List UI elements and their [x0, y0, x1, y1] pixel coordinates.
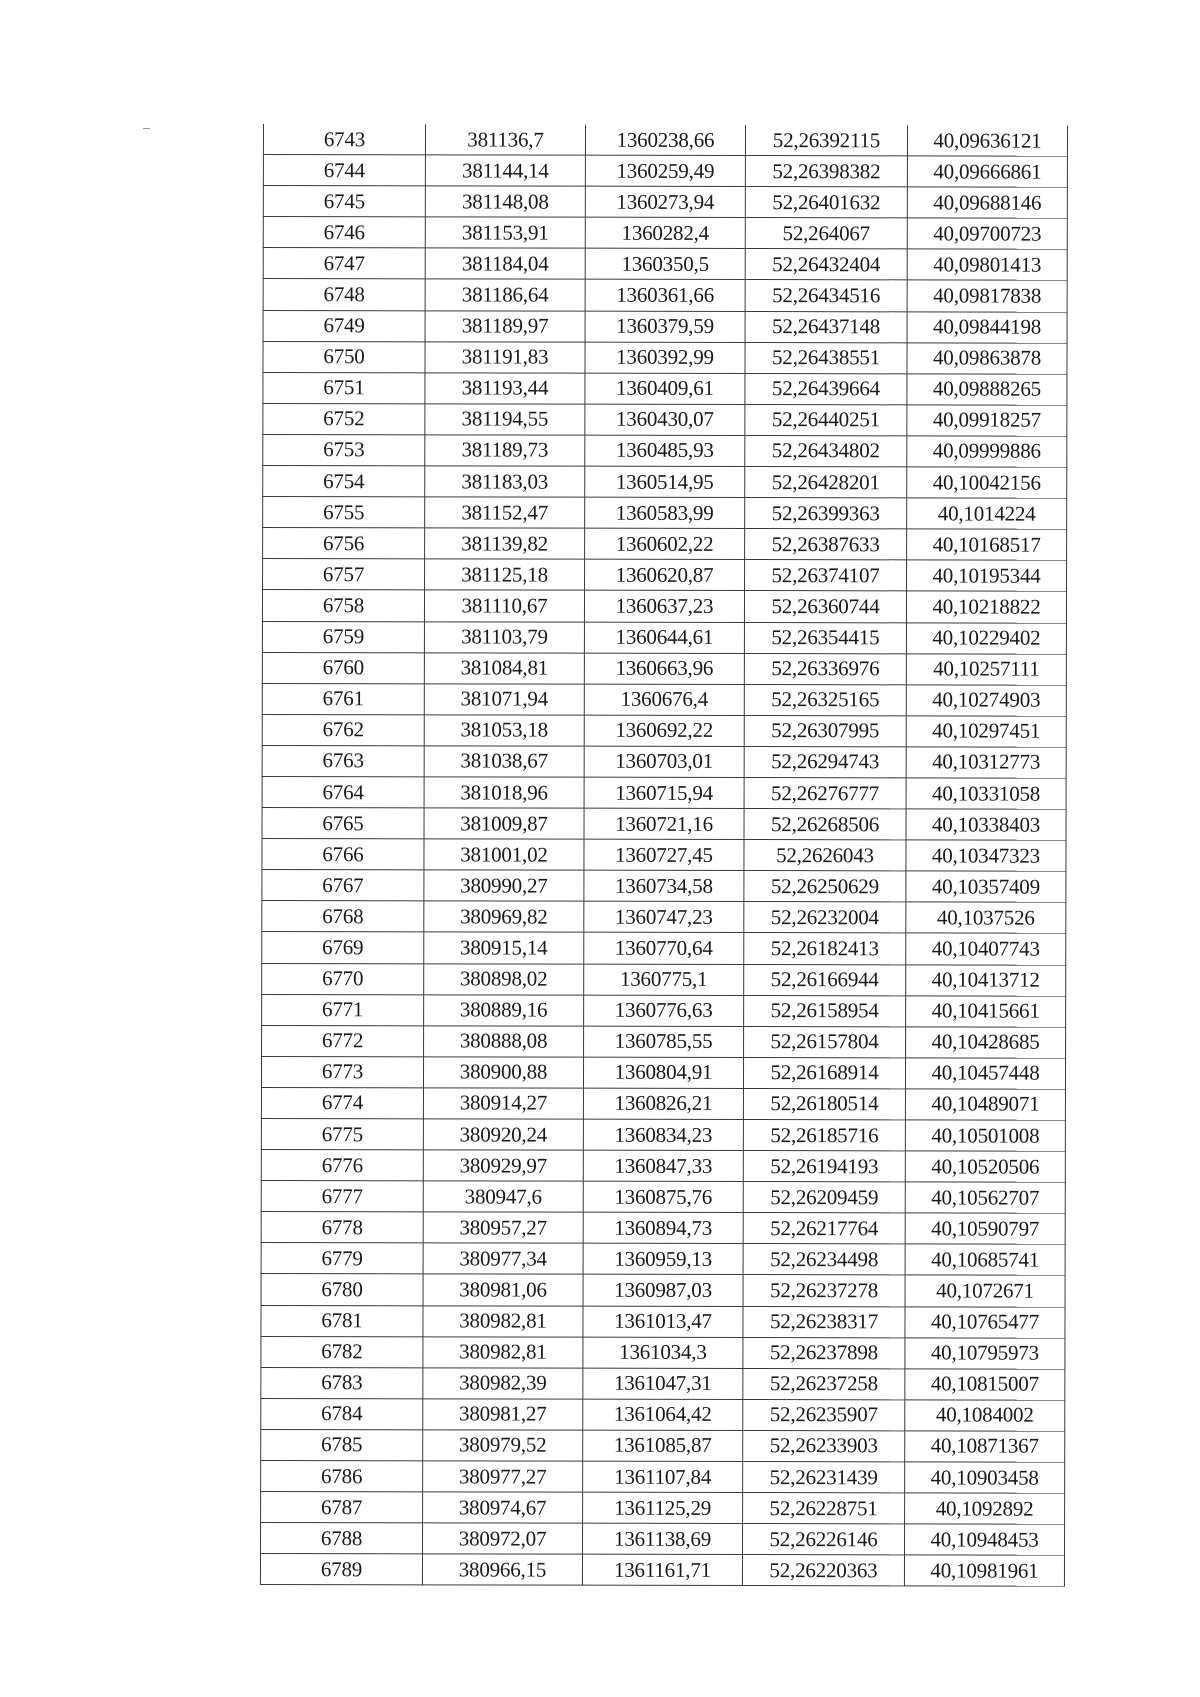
point-number-cell: 6749: [263, 310, 425, 341]
y-coordinate-cell: 1360637,23: [584, 591, 744, 622]
latitude-cell: 52,26237278: [743, 1275, 905, 1306]
table-row: [263, 528, 1067, 561]
longitude-cell: 40,09688146: [907, 187, 1067, 218]
latitude-cell: 52,26268506: [744, 809, 906, 840]
y-coordinate-cell: 1360987,03: [583, 1275, 743, 1306]
longitude-cell: 40,10903458: [905, 1462, 1065, 1493]
point-number-cell: 6765: [262, 808, 424, 839]
latitude-cell: 52,26325165: [744, 684, 906, 715]
latitude-cell: 52,26238317: [743, 1306, 905, 1337]
x-coordinate-cell: 380900,88: [423, 1057, 583, 1088]
y-coordinate-cell: 1360894,73: [583, 1212, 743, 1243]
longitude-cell: 40,10168517: [907, 529, 1067, 560]
y-coordinate-cell: 1360379,59: [585, 311, 745, 342]
longitude-cell: 40,09801413: [907, 249, 1067, 280]
x-coordinate-cell: 381018,96: [424, 777, 584, 808]
longitude-cell: 40,10562707: [905, 1182, 1065, 1213]
table-row: [263, 372, 1067, 405]
table-row: [261, 1150, 1065, 1183]
longitude-cell: 40,10520506: [905, 1151, 1065, 1182]
scan-mark: [143, 128, 150, 129]
latitude-cell: 52,26354415: [744, 622, 906, 653]
y-coordinate-cell: 1360847,33: [583, 1150, 743, 1181]
x-coordinate-cell: 381191,83: [425, 341, 585, 372]
latitude-cell: 52,26392115: [745, 125, 907, 156]
longitude-cell: 40,10795973: [905, 1338, 1065, 1369]
latitude-cell: 52,26182413: [744, 933, 906, 964]
y-coordinate-cell: 1360715,94: [584, 777, 744, 808]
longitude-cell: 40,10501008: [905, 1120, 1065, 1151]
y-coordinate-cell: 1360620,87: [585, 559, 745, 590]
point-number-cell: 6746: [263, 217, 425, 248]
latitude-cell: 52,26194193: [743, 1151, 905, 1182]
latitude-cell: 52,26387633: [745, 529, 907, 560]
longitude-cell: 40,10274903: [906, 685, 1066, 716]
latitude-cell: 52,26232004: [744, 902, 906, 933]
point-number-cell: 6769: [262, 932, 424, 963]
table-row: [261, 1087, 1065, 1120]
latitude-cell: 52,26399363: [745, 498, 907, 529]
latitude-cell: 52,26398382: [745, 156, 907, 187]
x-coordinate-cell: 381193,44: [425, 373, 585, 404]
x-coordinate-cell: 380957,27: [423, 1212, 583, 1243]
y-coordinate-cell: 1360734,58: [584, 870, 744, 901]
table-row: [261, 1056, 1065, 1089]
longitude-cell: 40,10765477: [905, 1306, 1065, 1337]
x-coordinate-cell: 380982,81: [423, 1336, 583, 1367]
y-coordinate-cell: 1361125,29: [583, 1492, 743, 1523]
latitude-cell: 52,26360744: [744, 591, 906, 622]
longitude-cell: 40,10685741: [905, 1244, 1065, 1275]
x-coordinate-cell: 380981,27: [423, 1399, 583, 1430]
latitude-cell: 52,264067: [745, 218, 907, 249]
latitude-cell: 52,26307995: [744, 715, 906, 746]
longitude-cell: 40,09666861: [907, 156, 1067, 187]
longitude-cell: 40,10871367: [905, 1431, 1065, 1462]
latitude-cell: 52,26185716: [743, 1120, 905, 1151]
y-coordinate-cell: 1360485,93: [585, 435, 745, 466]
latitude-cell: 52,26235907: [743, 1399, 905, 1430]
y-coordinate-cell: 1360409,61: [585, 373, 745, 404]
y-coordinate-cell: 1360875,76: [583, 1181, 743, 1212]
point-number-cell: 6745: [263, 186, 425, 217]
latitude-cell: 52,26250629: [744, 871, 906, 902]
table-row: [263, 497, 1067, 530]
longitude-cell: 40,10981961: [904, 1555, 1064, 1586]
latitude-cell: 52,26166944: [744, 964, 906, 995]
longitude-cell: 40,10338403: [906, 809, 1066, 840]
latitude-cell: 52,2626043: [744, 840, 906, 871]
point-number-cell: 6751: [263, 372, 425, 403]
point-number-cell: 6766: [262, 839, 424, 870]
x-coordinate-cell: 381189,73: [425, 435, 585, 466]
latitude-cell: 52,26434802: [745, 435, 907, 466]
x-coordinate-cell: 380966,15: [422, 1554, 582, 1585]
point-number-cell: 6781: [261, 1305, 423, 1336]
table-row: [262, 808, 1066, 841]
longitude-cell: 40,1037526: [906, 902, 1066, 933]
y-coordinate-cell: 1360834,23: [583, 1119, 743, 1150]
table-row: [261, 1398, 1065, 1431]
x-coordinate-cell: 380929,97: [423, 1150, 583, 1181]
table-row: [261, 1429, 1065, 1462]
point-number-cell: 6780: [261, 1274, 423, 1305]
x-coordinate-cell: 381189,97: [425, 310, 585, 341]
x-coordinate-cell: 381153,91: [425, 217, 585, 248]
longitude-cell: 40,10257111: [906, 653, 1066, 684]
longitude-cell: 40,09863878: [907, 343, 1067, 374]
y-coordinate-cell: 1361013,47: [583, 1306, 743, 1337]
latitude-cell: 52,26180514: [743, 1088, 905, 1119]
x-coordinate-cell: 380920,24: [423, 1119, 583, 1150]
table-row: [261, 1492, 1065, 1525]
latitude-cell: 52,26439664: [745, 373, 907, 404]
longitude-cell: 40,10195344: [907, 560, 1067, 591]
x-coordinate-cell: 381139,82: [425, 528, 585, 559]
y-coordinate-cell: 1360747,23: [584, 902, 744, 933]
y-coordinate-cell: 1361085,87: [583, 1430, 743, 1461]
y-coordinate-cell: 1360392,99: [585, 342, 745, 373]
table-row: [263, 124, 1067, 156]
table-row: [261, 1523, 1065, 1556]
point-number-cell: 6752: [263, 403, 425, 434]
latitude-cell: 52,26231439: [743, 1462, 905, 1493]
latitude-cell: 52,26440251: [745, 404, 907, 435]
longitude-cell: 40,1072671: [905, 1275, 1065, 1306]
x-coordinate-cell: 381183,03: [425, 466, 585, 497]
longitude-cell: 40,09918257: [907, 405, 1067, 436]
x-coordinate-cell: 381110,67: [424, 590, 584, 621]
longitude-cell: 40,1092892: [905, 1493, 1065, 1524]
longitude-cell: 40,10457448: [905, 1058, 1065, 1089]
point-number-cell: 6753: [263, 434, 425, 465]
longitude-cell: 40,10042156: [907, 467, 1067, 498]
y-coordinate-cell: 1360583,99: [585, 497, 745, 528]
point-number-cell: 6743: [263, 124, 425, 155]
y-coordinate-cell: 1361107,84: [583, 1461, 743, 1492]
longitude-cell: 40,09700723: [907, 218, 1067, 249]
longitude-cell: 40,10590797: [905, 1213, 1065, 1244]
point-number-cell: 6784: [261, 1398, 423, 1429]
x-coordinate-cell: 380982,39: [423, 1368, 583, 1399]
longitude-cell: 40,10815007: [905, 1369, 1065, 1400]
longitude-cell: 40,10229402: [906, 622, 1066, 653]
y-coordinate-cell: 1360350,5: [585, 249, 745, 280]
point-number-cell: 6763: [262, 745, 424, 776]
longitude-cell: 40,1084002: [905, 1400, 1065, 1431]
table-row: [262, 870, 1066, 903]
table-row: [261, 1118, 1065, 1151]
x-coordinate-cell: 381194,55: [425, 404, 585, 435]
latitude-cell: 52,26233903: [743, 1430, 905, 1461]
x-coordinate-cell: 380981,06: [423, 1274, 583, 1305]
point-number-cell: 6786: [261, 1461, 423, 1492]
latitude-cell: 52,26209459: [743, 1182, 905, 1213]
point-number-cell: 6782: [261, 1336, 423, 1367]
table-row: [262, 994, 1066, 1027]
table-row: [261, 1461, 1065, 1494]
longitude-cell: 40,10489071: [905, 1089, 1065, 1120]
table-row: [262, 963, 1066, 996]
y-coordinate-cell: 1360721,16: [584, 808, 744, 839]
y-coordinate-cell: 1361047,31: [583, 1368, 743, 1399]
point-number-cell: 6744: [263, 155, 425, 186]
latitude-cell: 52,26401632: [745, 187, 907, 218]
x-coordinate-cell: 381053,18: [424, 715, 584, 746]
latitude-cell: 52,26437148: [745, 311, 907, 342]
table-row: [263, 341, 1067, 374]
x-coordinate-cell: 381071,94: [424, 684, 584, 715]
table-row: [263, 434, 1067, 467]
longitude-cell: 40,10948453: [905, 1524, 1065, 1555]
x-coordinate-cell: 380889,16: [424, 994, 584, 1025]
x-coordinate-cell: 381148,08: [425, 186, 585, 217]
latitude-cell: 52,26217764: [743, 1213, 905, 1244]
point-number-cell: 6776: [261, 1150, 423, 1181]
y-coordinate-cell: 1360785,55: [584, 1026, 744, 1057]
latitude-cell: 52,26374107: [745, 560, 907, 591]
y-coordinate-cell: 1360663,96: [584, 653, 744, 684]
point-number-cell: 6756: [263, 528, 425, 559]
table-row: [262, 1025, 1066, 1058]
table-row: [263, 466, 1067, 499]
table-row: [262, 621, 1066, 654]
longitude-cell: 40,10331058: [906, 778, 1066, 809]
y-coordinate-cell: 1360703,01: [584, 746, 744, 777]
y-coordinate-cell: 1360644,61: [584, 622, 744, 653]
table-row: [261, 1336, 1065, 1369]
latitude-cell: 52,26434516: [745, 280, 907, 311]
point-number-cell: 6767: [262, 870, 424, 901]
table-row: [262, 776, 1066, 809]
latitude-cell: 52,26158954: [744, 995, 906, 1026]
y-coordinate-cell: 1361138,69: [583, 1523, 743, 1554]
table-row: [263, 403, 1067, 436]
x-coordinate-cell: 381038,67: [424, 746, 584, 777]
point-number-cell: 6754: [263, 466, 425, 497]
table-row: [263, 155, 1067, 188]
y-coordinate-cell: 1360259,49: [585, 155, 745, 186]
point-number-cell: 6760: [262, 652, 424, 683]
point-number-cell: 6747: [263, 248, 425, 279]
x-coordinate-cell: 380898,02: [424, 963, 584, 994]
table-row: [261, 1305, 1065, 1338]
x-coordinate-cell: 380974,67: [423, 1492, 583, 1523]
table-row: [261, 1212, 1065, 1245]
x-coordinate-cell: 381144,14: [425, 155, 585, 186]
point-number-cell: 6764: [262, 776, 424, 807]
point-number-cell: 6788: [261, 1523, 423, 1554]
latitude-cell: 52,26276777: [744, 777, 906, 808]
latitude-cell: 52,26220363: [742, 1555, 904, 1586]
point-number-cell: 6768: [262, 901, 424, 932]
table-row: [260, 1554, 1064, 1587]
y-coordinate-cell: 1361161,71: [582, 1554, 742, 1585]
table-row: [263, 217, 1067, 250]
latitude-cell: 52,26237258: [743, 1368, 905, 1399]
latitude-cell: 52,26168914: [743, 1057, 905, 1088]
y-coordinate-cell: 1360282,4: [585, 217, 745, 248]
y-coordinate-cell: 1361064,42: [583, 1399, 743, 1430]
point-number-cell: 6761: [262, 683, 424, 714]
x-coordinate-cell: 381125,18: [425, 559, 585, 590]
table-row: [263, 279, 1067, 312]
point-number-cell: 6778: [261, 1212, 423, 1243]
y-coordinate-cell: 1360430,07: [585, 404, 745, 435]
point-number-cell: 6758: [262, 590, 424, 621]
y-coordinate-cell: 1360775,1: [584, 964, 744, 995]
y-coordinate-cell: 1360770,64: [584, 933, 744, 964]
longitude-cell: 40,1014224: [907, 498, 1067, 529]
y-coordinate-cell: 1360804,91: [583, 1057, 743, 1088]
x-coordinate-cell: 380915,14: [424, 932, 584, 963]
longitude-cell: 40,10415661: [906, 995, 1066, 1026]
point-number-cell: 6759: [262, 621, 424, 652]
point-number-cell: 6787: [261, 1492, 423, 1523]
table-row: [261, 1274, 1065, 1307]
coordinates-table: [260, 124, 1068, 1587]
y-coordinate-cell: 1360273,94: [585, 186, 745, 217]
table-row: [263, 248, 1067, 281]
point-number-cell: 6762: [262, 714, 424, 745]
x-coordinate-cell: 380888,08: [424, 1026, 584, 1057]
y-coordinate-cell: 1360776,63: [584, 995, 744, 1026]
table-row: [262, 683, 1066, 716]
longitude-cell: 40,10218822: [906, 591, 1066, 622]
x-coordinate-cell: 381186,64: [425, 279, 585, 310]
y-coordinate-cell: 1361034,3: [583, 1337, 743, 1368]
point-number-cell: 6757: [263, 559, 425, 590]
point-number-cell: 6774: [261, 1087, 423, 1118]
point-number-cell: 6783: [261, 1367, 423, 1398]
y-coordinate-cell: 1360361,66: [585, 280, 745, 311]
point-number-cell: 6773: [261, 1056, 423, 1087]
latitude-cell: 52,26234498: [743, 1244, 905, 1275]
table-row: [262, 839, 1066, 872]
y-coordinate-cell: 1360727,45: [584, 839, 744, 870]
y-coordinate-cell: 1360826,21: [583, 1088, 743, 1119]
y-coordinate-cell: 1360238,66: [585, 125, 745, 156]
longitude-cell: 40,10413712: [906, 964, 1066, 995]
longitude-cell: 40,10357409: [906, 871, 1066, 902]
point-number-cell: 6750: [263, 341, 425, 372]
table-row: [263, 310, 1067, 343]
x-coordinate-cell: 380972,07: [423, 1523, 583, 1554]
latitude-cell: 52,26432404: [745, 249, 907, 280]
coordinates-table-body: [260, 124, 1067, 1587]
longitude-cell: 40,09817838: [907, 280, 1067, 311]
y-coordinate-cell: 1360692,22: [584, 715, 744, 746]
table-row: [262, 714, 1066, 747]
table-row: [262, 901, 1066, 934]
point-number-cell: 6770: [262, 963, 424, 994]
latitude-cell: 52,26294743: [744, 746, 906, 777]
x-coordinate-cell: 380979,52: [423, 1430, 583, 1461]
y-coordinate-cell: 1360514,95: [585, 466, 745, 497]
longitude-cell: 40,10312773: [906, 747, 1066, 778]
latitude-cell: 52,26428201: [745, 467, 907, 498]
table-row: [262, 932, 1066, 965]
x-coordinate-cell: 380977,34: [423, 1243, 583, 1274]
latitude-cell: 52,26438551: [745, 342, 907, 373]
longitude-cell: 40,10297451: [906, 716, 1066, 747]
table-row: [263, 186, 1067, 219]
latitude-cell: 52,26226146: [743, 1524, 905, 1555]
latitude-cell: 52,26157804: [744, 1026, 906, 1057]
longitude-cell: 40,09999886: [907, 436, 1067, 467]
x-coordinate-cell: 380914,27: [423, 1088, 583, 1119]
x-coordinate-cell: 381103,79: [424, 621, 584, 652]
table-row: [263, 559, 1067, 592]
longitude-cell: 40,10428685: [906, 1027, 1066, 1058]
y-coordinate-cell: 1360959,13: [583, 1244, 743, 1275]
point-number-cell: 6772: [262, 1025, 424, 1056]
latitude-cell: 52,26237898: [743, 1337, 905, 1368]
point-number-cell: 6771: [262, 994, 424, 1025]
table-row: [261, 1367, 1065, 1400]
table-row: [262, 652, 1066, 685]
x-coordinate-cell: 380977,27: [423, 1461, 583, 1492]
x-coordinate-cell: 380990,27: [424, 870, 584, 901]
x-coordinate-cell: 381009,87: [424, 808, 584, 839]
table-row: [261, 1243, 1065, 1276]
x-coordinate-cell: 380947,6: [423, 1181, 583, 1212]
latitude-cell: 52,26228751: [743, 1493, 905, 1524]
point-number-cell: 6789: [260, 1554, 422, 1585]
table-row: [262, 590, 1066, 623]
point-number-cell: 6779: [261, 1243, 423, 1274]
y-coordinate-cell: 1360602,22: [585, 528, 745, 559]
longitude-cell: 40,09844198: [907, 311, 1067, 342]
x-coordinate-cell: 381136,7: [425, 124, 585, 155]
table-row: [262, 745, 1066, 778]
longitude-cell: 40,10347323: [906, 840, 1066, 871]
point-number-cell: 6748: [263, 279, 425, 310]
point-number-cell: 6775: [261, 1118, 423, 1149]
point-number-cell: 6785: [261, 1429, 423, 1460]
point-number-cell: 6777: [261, 1181, 423, 1212]
x-coordinate-cell: 381001,02: [424, 839, 584, 870]
x-coordinate-cell: 381184,04: [425, 248, 585, 279]
x-coordinate-cell: 381084,81: [424, 652, 584, 683]
longitude-cell: 40,10407743: [906, 933, 1066, 964]
x-coordinate-cell: 380982,81: [423, 1305, 583, 1336]
y-coordinate-cell: 1360676,4: [584, 684, 744, 715]
x-coordinate-cell: 381152,47: [425, 497, 585, 528]
x-coordinate-cell: 380969,82: [424, 901, 584, 932]
point-number-cell: 6755: [263, 497, 425, 528]
latitude-cell: 52,26336976: [744, 653, 906, 684]
longitude-cell: 40,09888265: [907, 374, 1067, 405]
table-row: [261, 1181, 1065, 1214]
longitude-cell: 40,09636121: [907, 125, 1067, 156]
